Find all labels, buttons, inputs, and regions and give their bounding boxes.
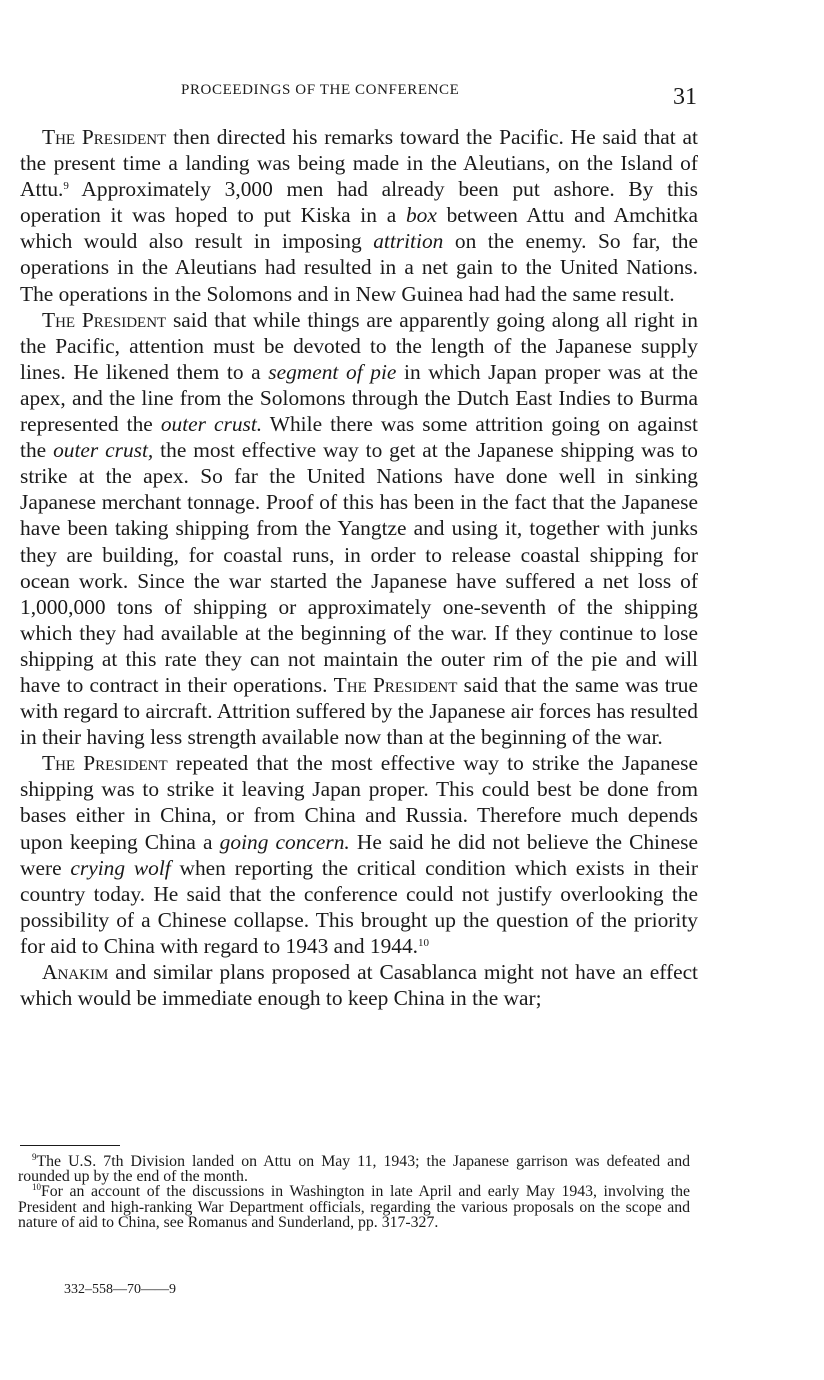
small-caps-run: Anakim [42, 960, 109, 984]
small-caps-run: The President [42, 307, 167, 332]
footnote-mark: 10 [32, 1182, 41, 1193]
footnote-reference: 10 [418, 936, 430, 949]
text-run: said that while things are apparently going along all right in the Pacific, attention must be devoted to the length of the Japanese supply lines. He likened them to a [20, 307, 698, 384]
footnote-text: For an account of the discussions in Washington in late April and early May 1943, involving the President and high-ranking War Department officials, regarding the various proposals on the scope and nature of aid to China, see Romanus and Sunderland, pp. 317-327. [18, 1183, 690, 1231]
italic-run: outer crust. [160, 412, 263, 437]
small-caps-run: The President [42, 125, 167, 149]
italic-run: box [405, 203, 437, 228]
footnote-text: The U.S. 7th Division landed on Attu on May 11, 1943; the Japanese garrison was defeated and rounded up by the end of the month. [18, 1153, 690, 1186]
text-run: said that the same was true with regard to aircraft. Attrition suffered by the Japanese air forces has resulted in their having less strength available now than at the beginning of the war. [20, 672, 698, 750]
small-caps-run: The President [333, 672, 458, 697]
page-number: 31 [673, 84, 697, 110]
footnotes [18, 1154, 690, 1230]
text-run: on the enemy. So far, the operations in the Aleutians had resulted in a net gain to the United Nations. The operations in the Solomons and in New Guinea had had the same result. [20, 229, 698, 306]
text-run: between Attu and Amchitka which would also result in imposing [20, 203, 698, 254]
text-run: when reporting the critical condition which exists in their country today. He said that the conference could not justify overlooking the possibility of a Chinese collapse. This brought up the question of the priority for aid to China with regard to 1943 and 1944. [20, 855, 698, 958]
italic-run: going concern. [219, 829, 350, 854]
italic-run: crying wolf [70, 855, 171, 880]
text-run: the most effective way to get at the Japanese shipping was to strike at the apex. So far the United Nations have done well in sinking Japanese merchant tonnage. Proof of this has been in the fact that the Japanese have been taking shipping from the Yangtze and using it, together with junks they are building, for coastal runs, in order to release coastal shipping for ocean work. Since the war started the Japanese have suffered a net loss of 1,000,000 tons of shipping or approximately one-seventh of the shipping which they had available at the beginning of the war. If they continue to lose shipping at this rate they can not maintain the outer rim of the pie and will have to contract in their operations. [20, 438, 698, 697]
running-head: PROCEEDINGS OF THE CONFERENCE [181, 82, 460, 98]
text-run: Approximately 3,000 men had already been put ashore. By this operation it was hoped to put Kiska in a [20, 177, 698, 228]
paragraph [20, 959, 698, 1011]
text-run: and similar plans proposed at Casablanca might not have an effect which would be immediate enough to keep China in the war; [20, 960, 698, 1011]
small-caps-run: The President [42, 751, 168, 776]
text-run: then directed his remarks toward the Pacific. He said that at the present time a landing was being made in the Aleutians, on the Island of Attu. [20, 125, 698, 202]
text-run: repeated that the most effective way to strike the Japanese shipping was to strike it leaving Japan proper. This could best be done from bases either in China, or from China and Russia. Therefore much depends upon keeping China a [20, 751, 698, 854]
italic-run: outer crust, [53, 438, 154, 463]
footnote-reference: 9 [63, 180, 69, 193]
body-text [20, 124, 698, 1011]
italic-run: segment of pie [268, 359, 397, 384]
footnote [18, 1154, 690, 1184]
paragraph [20, 307, 698, 751]
footnote-divider [20, 1145, 120, 1146]
italic-run: attrition [373, 229, 444, 254]
footnote [18, 1184, 690, 1230]
printer-code: 332–558—70——9 [64, 1282, 176, 1297]
paragraph [20, 750, 698, 959]
text-run: He said he did not believe the Chinese were [20, 829, 698, 880]
text-run: While there was some attrition going on against the [20, 412, 698, 463]
text-run: in which Japan proper was at the apex, and the line from the Solomons through the Dutch East Indies to Burma represented the [20, 359, 699, 437]
paragraph [20, 124, 698, 307]
footnote-mark: 9 [32, 1152, 37, 1162]
